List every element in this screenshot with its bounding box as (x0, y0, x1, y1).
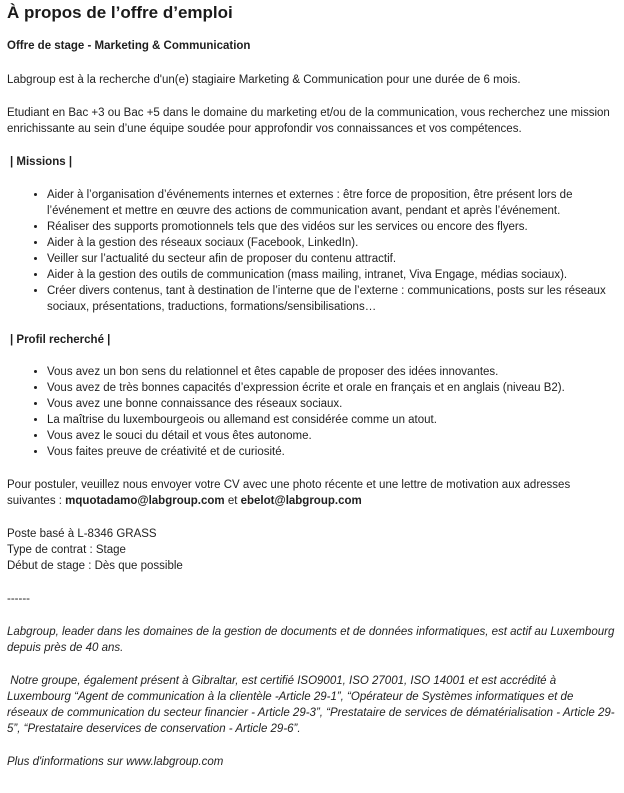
list-item: • Vous avez le souci du détail et vous êtes autonome. (47, 428, 617, 444)
company-paragraph-1: Labgroup, leader dans les domaines de la gestion de documents et de données informatiques, est actif au Luxembourg depuis près de 40 ans. (7, 626, 615, 654)
email-link-1[interactable]: mquotadamo@labgroup.com (65, 495, 225, 507)
list-item: • La maîtrise du luxembourgeois ou allemand est considérée comme un atout. (47, 412, 617, 428)
more-info-text: Plus d'informations sur www.labgroup.com (7, 756, 224, 768)
contract-text: Type de contrat : Stage (7, 544, 126, 556)
list-item: • Vous avez de très bonnes capacités d’expression écrite et orale en français et en anglais (niveau B2). (47, 380, 617, 396)
company-paragraph-2: Notre groupe, également présent à Gibraltar, est certifié ISO9001, ISO 27001, ISO 14001 et est accrédité à Luxembourg “Agent de communication à la clientèle -Article 29-1”, “Opérateur de Systèmes informatiques et de réseaux de communication du secteur financier - Article 29-3”, “Prestataire de services de dématérialisation - Article 29-5”, “Prestataire deservices de conservation - Article 29-6”. (7, 675, 615, 735)
profile-heading: | Profil recherché | (10, 334, 111, 346)
start-text: Début de stage : Dès que possible (7, 560, 183, 572)
list-item: • Réaliser des supports promotionnels tels que des vidéos sur les services ou encore des flyers. (47, 219, 617, 235)
list-item: • Vous faites preuve de créativité et de curiosité. (47, 444, 617, 460)
offer-subtitle: Offre de stage - Marketing & Communication (7, 40, 251, 52)
missions-list (7, 187, 617, 315)
intro-paragraph: Labgroup est à la recherche d'un(e) stagiaire Marketing & Communication pour une durée de 6 mois. (7, 74, 521, 86)
list-item: • Créer divers contenus, tant à destination de l’interne que de l’externe : communications, posts sur les réseaux sociaux, présentations, traductions, formations/sensibilisations… (47, 283, 617, 315)
separator: ------ (7, 593, 30, 605)
apply-paragraph (7, 477, 617, 509)
apply-joiner: et (224, 495, 241, 507)
location-text: Poste basé à L-8346 GRASS (7, 528, 157, 540)
list-item: • Veiller sur l’actualité du secteur afin de proposer du contenu attractif. (47, 251, 617, 267)
list-item: • Vous avez une bonne connaissance des réseaux sociaux. (47, 396, 617, 412)
page-title: À propos de l’offre d’emploi (7, 3, 233, 22)
missions-heading: | Missions | (10, 156, 73, 168)
target-paragraph: Etudiant en Bac +3 ou Bac +5 dans le domaine du marketing et/ou de la communication, vous recherchez une mission enrichissante au sein d’une équipe soudée pour approfondir vos connaissances et vos compétences. (7, 107, 610, 135)
list-item: • Aider à la gestion des outils de communication (mass mailing, intranet, Viva Engage, médias sociaux). (47, 267, 617, 283)
email-link-2[interactable]: ebelot@labgroup.com (240, 495, 362, 507)
list-item: • Vous avez un bon sens du relationnel et êtes capable de proposer des idées innovantes. (47, 364, 617, 380)
list-item: • Aider à l’organisation d’événements internes et externes : être force de proposition, être présent lors de l’événement et mettre en œuvre des actions de communication avant, pendant et après l’événement. (47, 187, 617, 219)
profile-list (7, 364, 617, 460)
list-item: • Aider à la gestion des réseaux sociaux (Facebook, LinkedIn). (47, 235, 617, 251)
apply-text: Pour postuler, veuillez nous envoyer votre CV avec une photo récente et une lettre de motivation aux adresses suivantes : (7, 479, 571, 507)
